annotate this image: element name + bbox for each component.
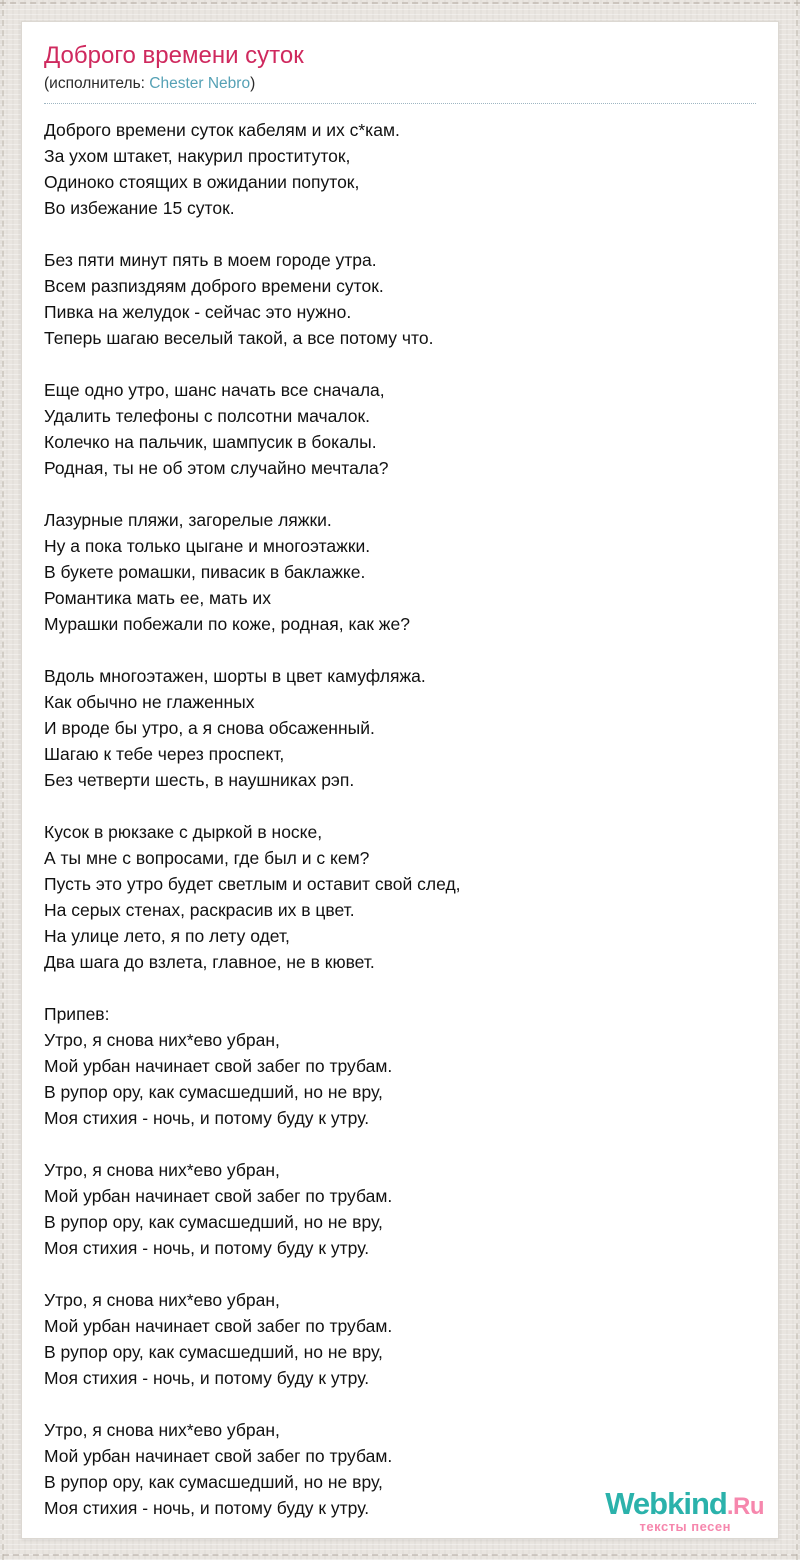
site-logo-tagline: тексты песен — [639, 1519, 731, 1534]
lyrics-stanza: Вдоль многоэтажен, шорты в цвет камуфляжа. Как обычно не глаженных И вроде бы утро, а я снова обсаженный. Шагаю к тебе через проспект, Без четверти шесть, в наушниках рэп. — [44, 666, 426, 790]
background-stitch-right — [796, 0, 798, 1560]
lyrics-stanza: Припев: Утро, я снова них*ево убран, Мой урбан начинает свой забег по трубам. В рупор ору, как сумасшедший, но не вру, Моя стихия - ночь, и потому буду к утру. — [44, 1004, 393, 1128]
song-header — [44, 41, 756, 104]
site-logo-main: Webkind — [605, 1486, 727, 1521]
page-title: Доброго времени суток — [44, 42, 304, 69]
artist-link[interactable]: Chester Nebro — [149, 75, 251, 92]
lyrics-stanza: Лазурные пляжи, загорелые ляжки. Ну а пока только цыгане и многоэтажки. В букете ромашки, пивасик в баклажке. Романтика мать ее, мать их Мурашки побежали по коже, родная, как же? — [44, 510, 410, 634]
artist-label-prefix: (исполнитель: — [44, 75, 150, 92]
site-logo[interactable] — [605, 1488, 764, 1533]
artist-line — [44, 73, 756, 95]
background-stitch-top — [0, 2, 800, 4]
lyrics-stanza: Без пяти минут пять в моем городе утра. Всем разпиздяям доброго времени суток. Пивка на желудок - сейчас это нужно. Теперь шагаю веселый такой, а все потому что. — [44, 250, 434, 348]
artist-label-suffix: ) — [250, 75, 256, 92]
background-stitch-left — [2, 0, 4, 1560]
content-card — [21, 21, 779, 1539]
lyrics-stanza: Утро, я снова них*ево убран, Мой урбан начинает свой забег по трубам. В рупор ору, как сумасшедший, но не вру, Моя стихия - ночь, и потому буду к утру. — [44, 1420, 393, 1518]
lyrics-stanza: Доброго времени суток кабелям и их с*кам. За ухом штакет, накурил проституток, Одиноко стоящих в ожидании попуток, Во избежание 15 суток. — [44, 120, 400, 218]
site-logo-suffix: .Ru — [726, 1493, 764, 1520]
lyrics-stanza: Кусок в рюкзаке с дыркой в носке, А ты мне с вопросами, где был и с кем? Пусть это утро будет светлым и оставит свой след, На серых стенах, раскрасив их в цвет. На улице лето, я по лету одет, Два шага до взлета, главное, не в кювет. — [44, 822, 461, 972]
lyrics — [44, 117, 756, 1521]
site-logo-wordmark — [605, 1488, 764, 1519]
lyrics-stanza: Утро, я снова них*ево убран, Мой урбан начинает свой забег по трубам. В рупор ору, как сумасшедший, но не вру, Моя стихия - ночь, и потому буду к утру. — [44, 1290, 393, 1388]
background-stitch-bottom — [3, 1554, 797, 1556]
lyrics-stanza: Утро, я снова них*ево убран, Мой урбан начинает свой забег по трубам. В рупор ору, как сумасшедший, но не вру, Моя стихия - ночь, и потому буду к утру. — [44, 1160, 393, 1258]
lyrics-stanza: Еще одно утро, шанс начать все сначала, Удалить телефоны с полсотни мачалок. Колечко на пальчик, шампусик в бокалы. Родная, ты не об этом случайно мечтала? — [44, 380, 389, 478]
